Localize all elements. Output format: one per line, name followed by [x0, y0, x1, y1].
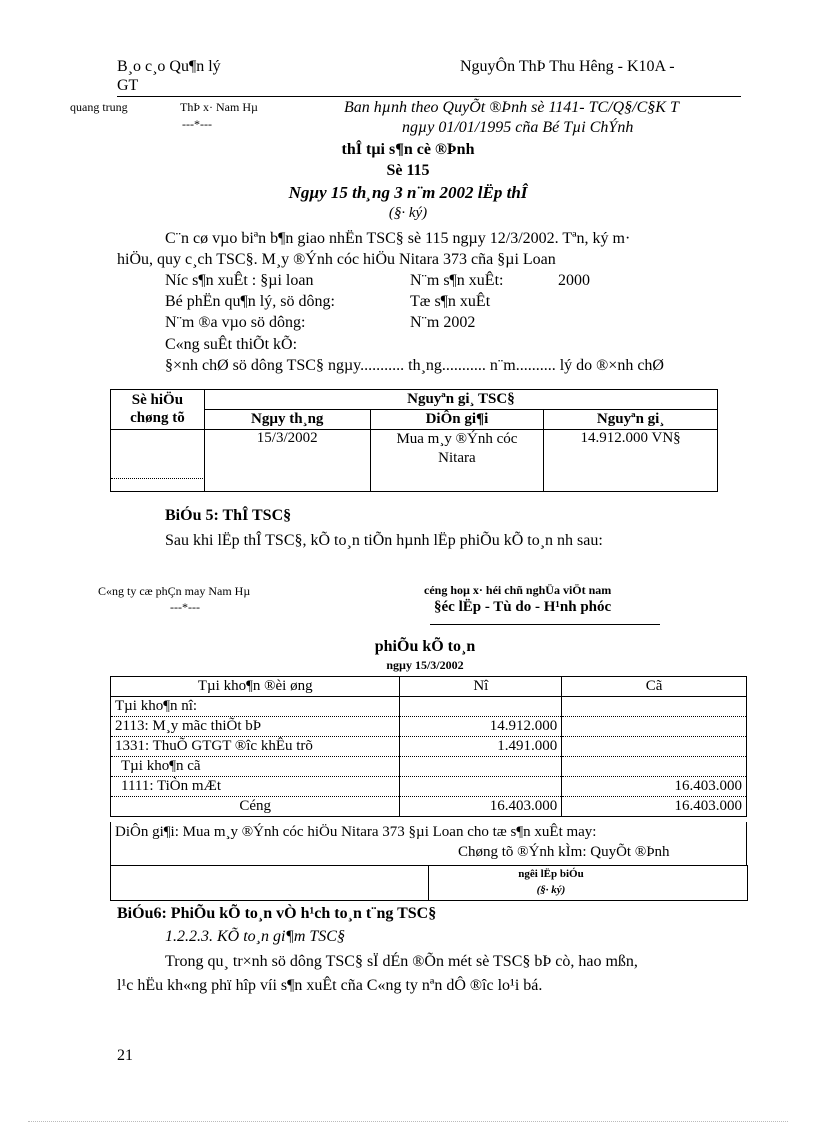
- section-heading: 1.2.2.3. KÕ to¸n gi¶m TSC§: [165, 928, 345, 945]
- col-desc-header: DiÔn gi¶i: [370, 410, 544, 430]
- voucher-description-box: [110, 822, 747, 866]
- table-row: [111, 757, 747, 777]
- republic-name: céng hoµ x· héi chñ nghÜa viÖt nam: [424, 583, 612, 597]
- description-line-1: DiÔn gi¶i: Mua m¸y ®Ýnh cóc hiÖu Nitara 373 §µi Loan cho tæ s¶n xuÊt may:: [115, 824, 597, 840]
- origin-label: Níc s¶n xuÊt : §µi loan: [165, 272, 314, 289]
- account-cell: Tµi kho¶n nî:: [111, 697, 400, 717]
- capacity-label: C«ng suÊt thiÕt kÕ:: [165, 336, 298, 353]
- debit-cell: 1.491.000: [400, 737, 562, 757]
- table-row: [111, 717, 747, 737]
- original-cost-header: Nguyªn gi¸ TSC§: [204, 390, 717, 410]
- author-name: NguyÔn ThÞ Thu Hêng - K10A -: [460, 58, 675, 75]
- report-title: B¸o c¸o Qu¶n lý: [117, 58, 221, 75]
- col-credit-header: Cã: [562, 677, 747, 697]
- signature-row: [110, 865, 748, 901]
- dept-label: Bé phËn qu¶n lý, sö dông:: [165, 293, 335, 310]
- debit-cell: [400, 697, 562, 717]
- after-caption-5: Sau khi lËp thÎ TSC§, kÕ to¸n tiÕn hµnh lËp phiÕu kÕ to¸n nh sau:: [165, 532, 603, 549]
- voucher-table: [110, 676, 747, 817]
- debit-cell: [400, 757, 562, 777]
- dotted-rule: [111, 478, 203, 479]
- report-title-cont: GT: [117, 77, 139, 94]
- card-title: thÎ tµi s¶n cè ®Þnh: [341, 141, 475, 158]
- paragraph-2-line-2: l¹c hËu kh«ng phï hîp víi s¶n xuÊt cña C«ng ty nªn dÔ ®îc lo¹i bá.: [117, 977, 543, 994]
- voucher-title: phiÕu kÕ to¸n: [374, 638, 476, 655]
- card-date: Ngµy 15 th¸ng 3 n¨m 2002 lËp thÎ: [288, 183, 528, 202]
- debit-cell: 14.912.000: [400, 717, 562, 737]
- table-row: [111, 737, 747, 757]
- desc-cell: Mua m¸y ®Ýnh cóc Nitara: [370, 430, 544, 492]
- total-credit: 16.403.000: [562, 797, 747, 817]
- account-cell: 2113: M¸y mãc thiÕt bÞ: [111, 717, 400, 737]
- use-label: N¨m ®a vµo sö dông:: [165, 314, 306, 331]
- voucher-company: C«ng ty cæ phÇn may Nam Hµ: [98, 584, 251, 598]
- paragraph-1-line-2: hiÖu, quy c¸ch TSC§. M¸y ®Ýnh cóc hiÖu Nitara 373 cña §µi Loan: [117, 251, 556, 268]
- asset-table: [110, 389, 718, 492]
- card-number: Sè 115: [386, 162, 430, 179]
- account-cell: 1111: TiÒn mÆt: [111, 777, 400, 797]
- asset-row: [111, 430, 718, 492]
- paragraph-2-line-1: Trong qu¸ tr×nh sö dông TSC§ sÏ dÉn ®Õn mét sè TSC§ bÞ cò, hao mßn,: [165, 953, 638, 970]
- col-value-header: Nguyªn gi¸: [544, 410, 718, 430]
- org-address: quang trung: [70, 100, 128, 114]
- use-value: N¨m 2002: [410, 314, 476, 331]
- footer-rule: [28, 1121, 788, 1122]
- voucher-date: ngµy 15/3/2002: [386, 658, 464, 672]
- total-row: [111, 797, 747, 817]
- voucher-dashes: ---*---: [170, 600, 200, 614]
- col-date-header: Ngµy th¸ng: [204, 410, 370, 430]
- motto-rule: [430, 624, 660, 625]
- credit-cell: [562, 717, 747, 737]
- year-label: N¨m s¶n xuÊt:: [410, 272, 504, 289]
- value-cell: 14.912.000 VN§: [544, 430, 718, 492]
- account-cell: Tµi kho¶n cã: [111, 757, 400, 777]
- paragraph-1-line-1: C¨n cø vµo biªn b¶n giao nhËn TSC§ sè 115 ngµy 12/3/2002. Tªn, ký m·: [165, 230, 631, 247]
- stop-use-line: §×nh chØ sö dông TSC§ ngµy........... th¸ng........... n¨m.......... lý do ®×nh chØ: [165, 357, 664, 374]
- description-line-2: Chøng tõ ®Ýnh kÌm: QuyÕt ®Þnh: [458, 844, 670, 860]
- decree-line-2: ngµy 01/01/1995 cña Bé Tµi ChÝnh: [402, 119, 634, 136]
- org-dashes: ---*---: [182, 117, 212, 131]
- doc-no-cell: [111, 430, 205, 492]
- debit-cell: [400, 777, 562, 797]
- total-label: Céng: [111, 797, 400, 817]
- republic-motto: §éc lËp - Tù do - H¹nh phóc: [434, 599, 612, 615]
- credit-cell: [562, 737, 747, 757]
- preparer-sign: (§· ký): [536, 884, 566, 896]
- col-doc-no-header: Sè hiÖu chøng tõ: [111, 390, 205, 430]
- total-debit: 16.403.000: [400, 797, 562, 817]
- dept-value: Tæ s¶n xuÊt: [410, 293, 491, 310]
- table-row: [111, 697, 747, 717]
- credit-cell: [562, 697, 747, 717]
- preparer-label: ngêi lËp biÓu: [518, 868, 584, 880]
- page-number: 21: [117, 1047, 133, 1064]
- org-company: ThÞ x· Nam Hµ: [180, 100, 258, 114]
- decree-line-1: Ban hµnh theo QuyÕt ®Þnh sè 1141- TC/Q§/C§K T: [344, 99, 679, 116]
- account-cell: 1331: ThuÕ GTGT ®îc khÊu trõ: [111, 737, 400, 757]
- table-row: [111, 777, 747, 797]
- header-rule: [117, 96, 741, 97]
- caption-bieu-5: BiÓu 5: ThÎ TSC§: [165, 507, 292, 524]
- card-sign: (§· ký): [388, 205, 428, 221]
- caption-bieu-6: BiÓu6: PhiÕu kÕ to¸n vÒ h¹ch to¸n t¨ng TSC§: [117, 905, 437, 922]
- col-debit-header: Nî: [400, 677, 562, 697]
- col-account-header: Tµi kho¶n ®èi øng: [111, 677, 400, 697]
- credit-cell: [562, 757, 747, 777]
- credit-cell: 16.403.000: [562, 777, 747, 797]
- date-cell: 15/3/2002: [204, 430, 370, 492]
- year-value: 2000: [558, 272, 590, 289]
